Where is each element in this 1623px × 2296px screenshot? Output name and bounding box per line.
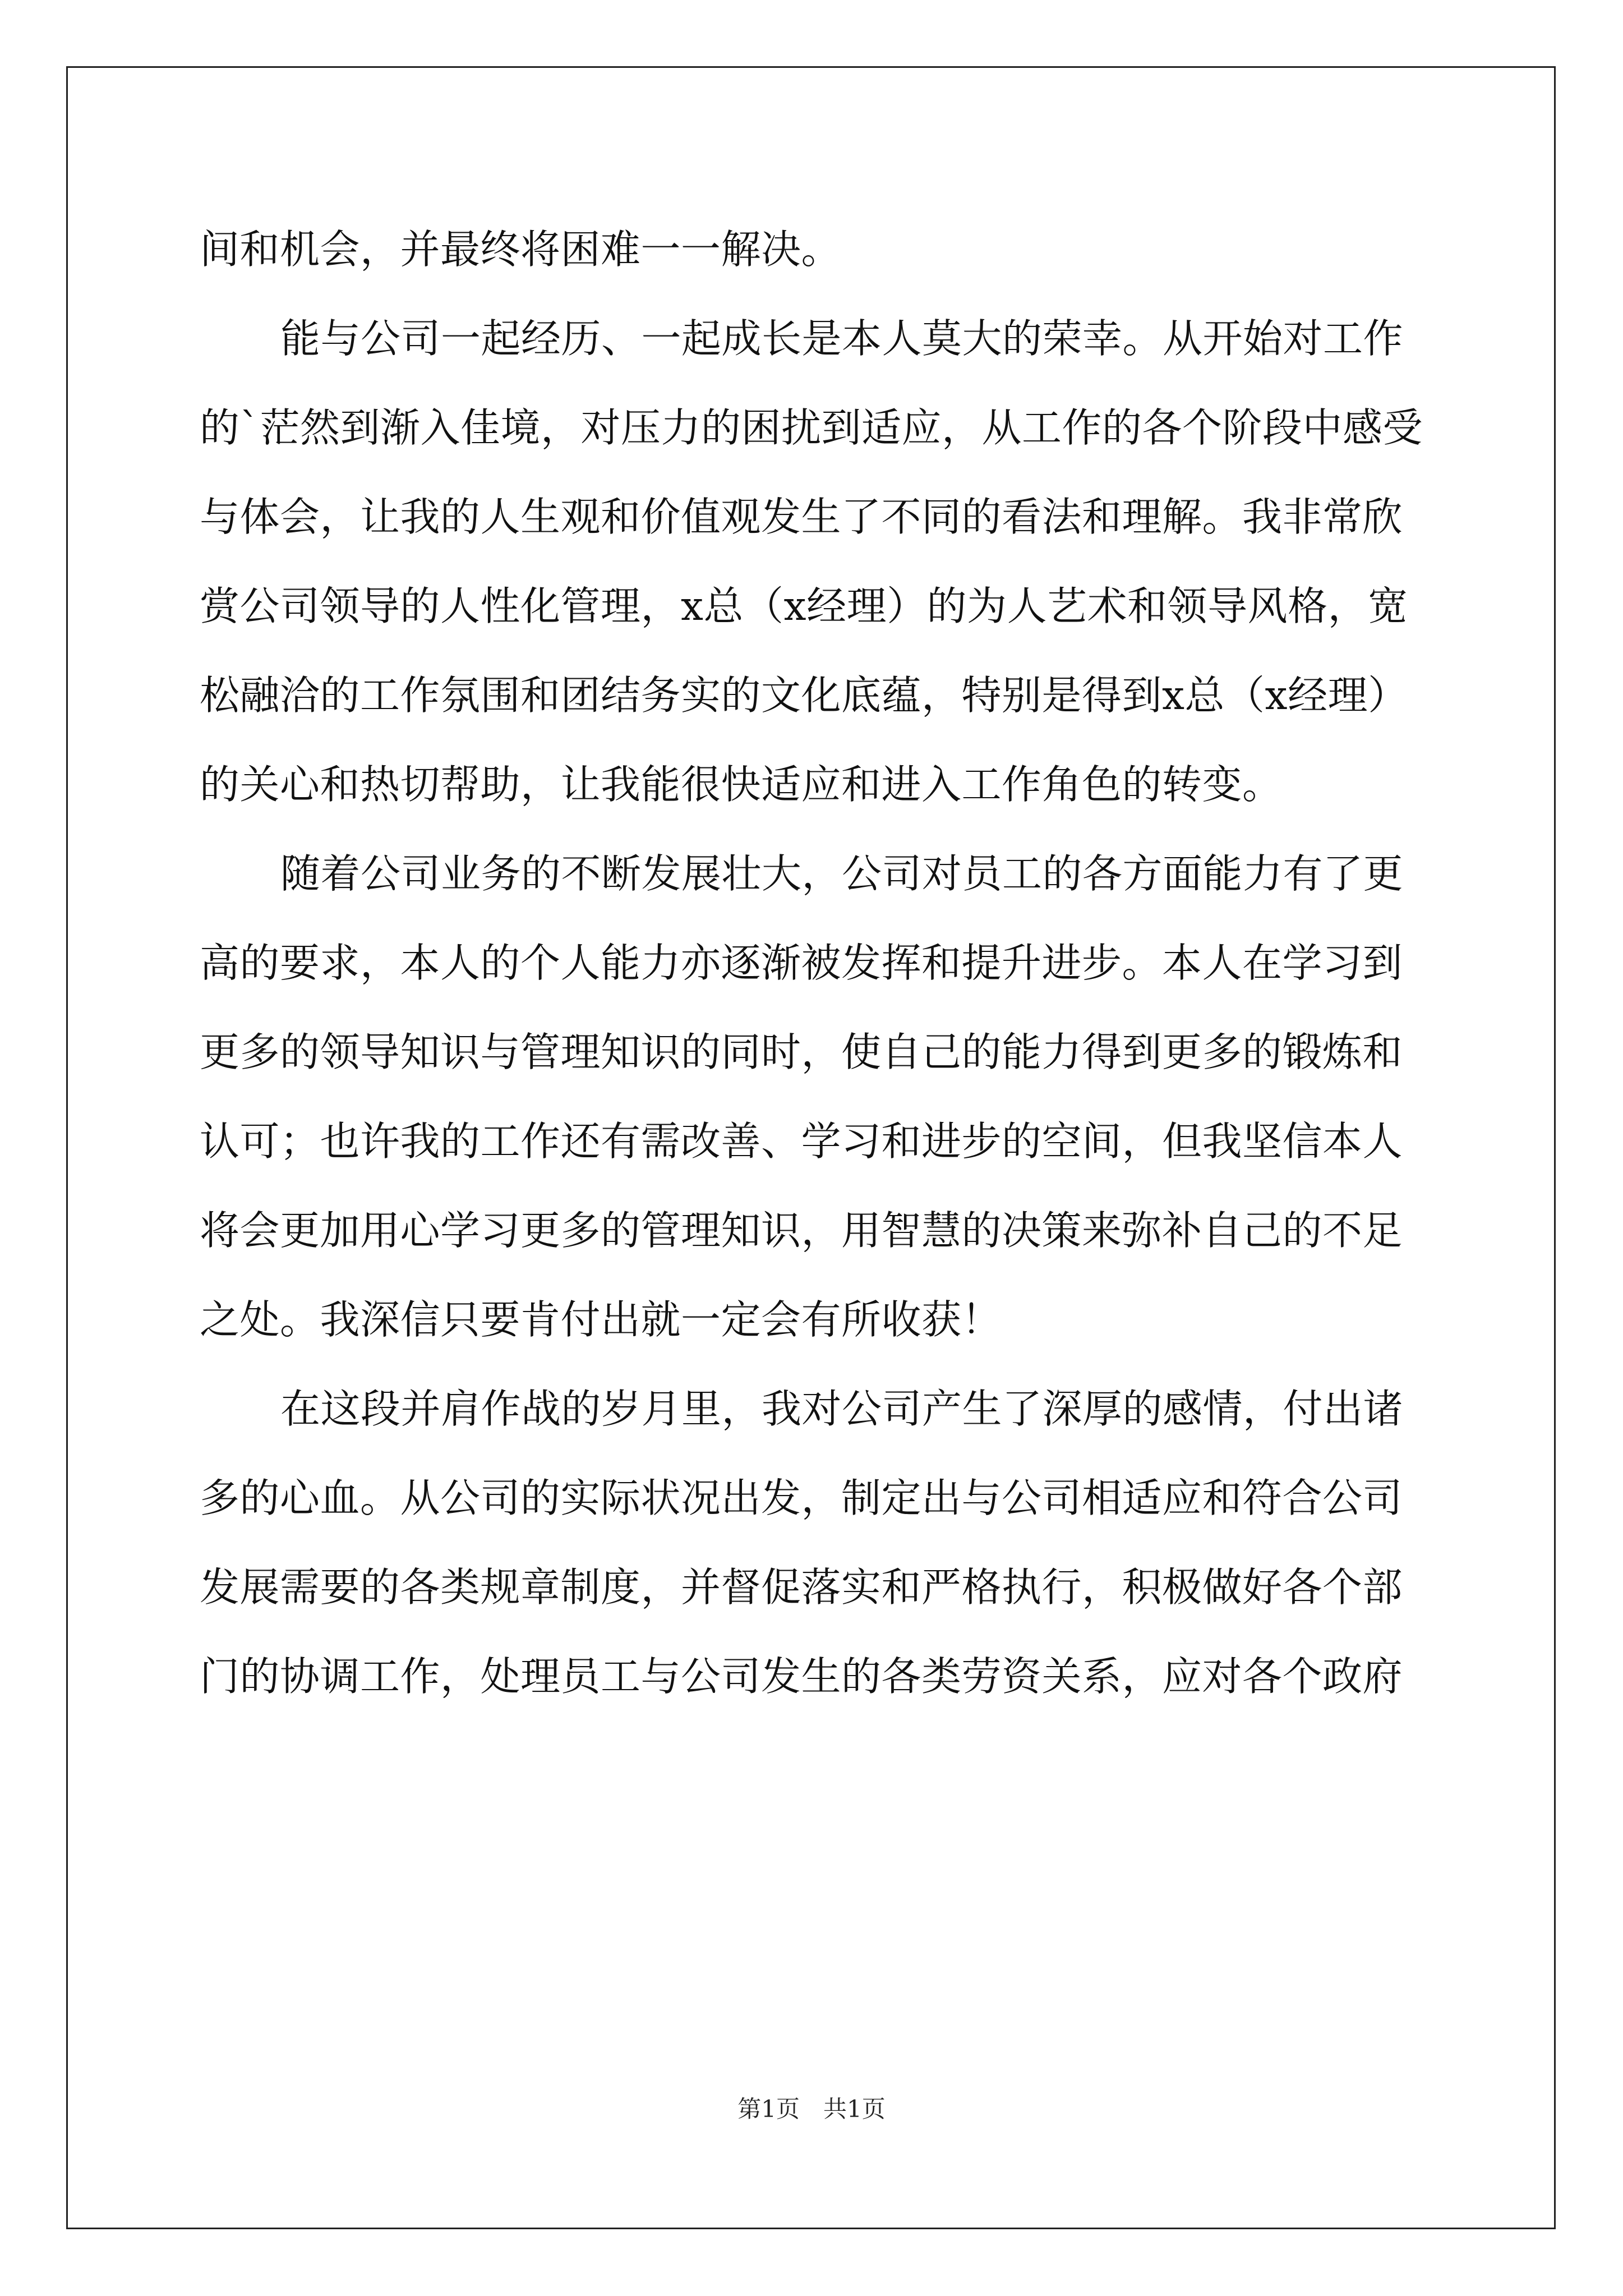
text-line: 间和机会，并最终将困难一一解决。 [200,226,842,273]
text-line: 多的心血。从公司的实际状况出发，制定出与公司相适应和符合公司 [200,1475,1403,1521]
text-line: 发展需要的各类规章制度，并督促落实和严格执行，积极做好各个部 [200,1564,1403,1611]
text-line: 之处。我深信只要肯付出就一定会有所收获！ [200,1296,1002,1343]
text-line: 认可；也许我的工作还有需改善、学习和进步的空间，但我坚信本人 [200,1118,1403,1165]
page-footer: 第1页 共1页 [737,2095,886,2123]
text-line: 更多的领导知识与管理知识的同时，使自己的能力得到更多的锻炼和 [200,1029,1403,1075]
text-line: 门的协调工作，处理员工与公司发生的各类劳资关系，应对各个政府 [200,1653,1403,1700]
paragraph-first-line: 在这段并肩作战的岁月里，我对公司产生了深厚的感情，付出诸 [280,1386,1404,1432]
text-line: 的关心和热切帮助，让我能很快适应和进入工作角色的转变。 [200,761,1283,808]
document-body [200,205,1425,1721]
paragraph-first-line: 能与公司一起经历、一起成长是本人莫大的荣幸。从开始对工作 [280,315,1404,362]
paragraph-first-line: 随着公司业务的不断发展壮大，公司对员工的各方面能力有了更 [280,850,1404,897]
text-line: 的`茫然到渐入佳境，对压力的困扰到适应，从工作的各个阶段中感受 [200,404,1423,451]
text-line: 赏公司领导的人性化管理，x总（x经理）的为人艺术和领导风格，宽 [200,583,1408,629]
text-line: 松融洽的工作氛围和团结务实的文化底蕴，特别是得到x总（x经理） [200,672,1408,719]
text-line: 与体会，让我的人生观和价值观发生了不同的看法和理解。我非常欣 [200,494,1403,540]
text-line: 将会更加用心学习更多的管理知识，用智慧的决策来弥补自己的不足 [200,1207,1403,1254]
text-line: 高的要求，本人的个人能力亦逐渐被发挥和提升进步。本人在学习到 [200,940,1403,986]
